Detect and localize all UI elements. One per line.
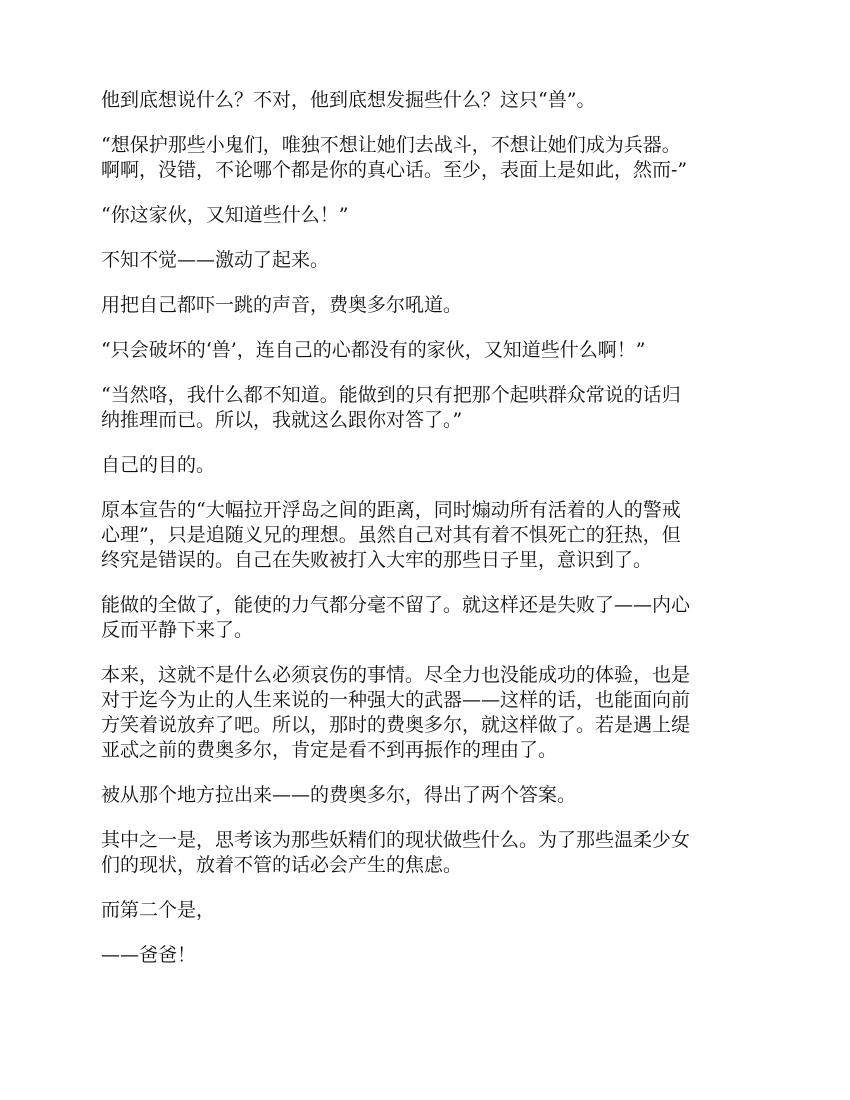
- paragraph-7: “当然咯，我什么都不知道。能做到的只有把那个起哄群众常说的话归 纳推理而已。所以，我就这么跟你对答了。”: [101, 384, 681, 431]
- paragraph-8: 自己的目的。: [101, 454, 216, 476]
- paragraph-1: 他到底想说什么？不对，他到底想发掘些什么？这只“兽”。: [101, 89, 596, 111]
- paragraph-9: 原本宣告的“大幅拉开浮岛之间的距离，同时煽动所有活着的人的警戒 心理”，只是追随义兄的理想。虽然自己对其有着不惧死亡的狂热，但 终究是错误的。自己在失败被打入大牢的那些日子里，意识到了。: [101, 499, 681, 571]
- paragraph-3: “你这家伙，又知道些什么！”: [101, 204, 349, 226]
- paragraph-12: 被从那个地方拉出来——的费奥多尔，得出了两个答案。: [101, 784, 577, 806]
- paragraph-14: 而第二个是，: [101, 899, 216, 921]
- paragraph-15: ——爸爸！: [101, 944, 197, 966]
- paragraph-2: “想保护那些小鬼们，唯独不想让她们去战斗，不想让她们成为兵器。 啊啊，没错，不论哪个都是你的真心话。至少，表面上是如此，然而-”: [101, 134, 688, 181]
- paragraph-6: “只会破坏的‘兽’，连自己的心都没有的家伙，又知道些什么啊！”: [101, 339, 646, 361]
- paragraph-10: 能做的全做了，能使的力气都分毫不留了。就这样还是失败了——内心 反而平静下来了。: [101, 594, 691, 641]
- paragraph-5: 用把自己都吓一跳的声音，费奥多尔吼道。: [101, 294, 463, 316]
- document-page: [101, 88, 751, 988]
- paragraph-11: 本来，这就不是什么必须哀伤的事情。尽全力也没能成功的体验，也是 对于迄今为止的人生来说的一种强大的武器——这样的话，也能面向前 方笑着说放弃了吧。所以，那时的费奥多尔，就这样做了。若是遇上缇 亚忒之前的费奥多尔，肯定是看不到再振作的理由了。: [101, 664, 691, 761]
- paragraph-13: 其中之一是，思考该为那些妖精们的现状做些什么。为了那些温柔少女 们的现状，放着不管的话必会产生的焦虑。: [101, 829, 691, 876]
- paragraph-4: 不知不觉——激动了起来。: [101, 249, 330, 271]
